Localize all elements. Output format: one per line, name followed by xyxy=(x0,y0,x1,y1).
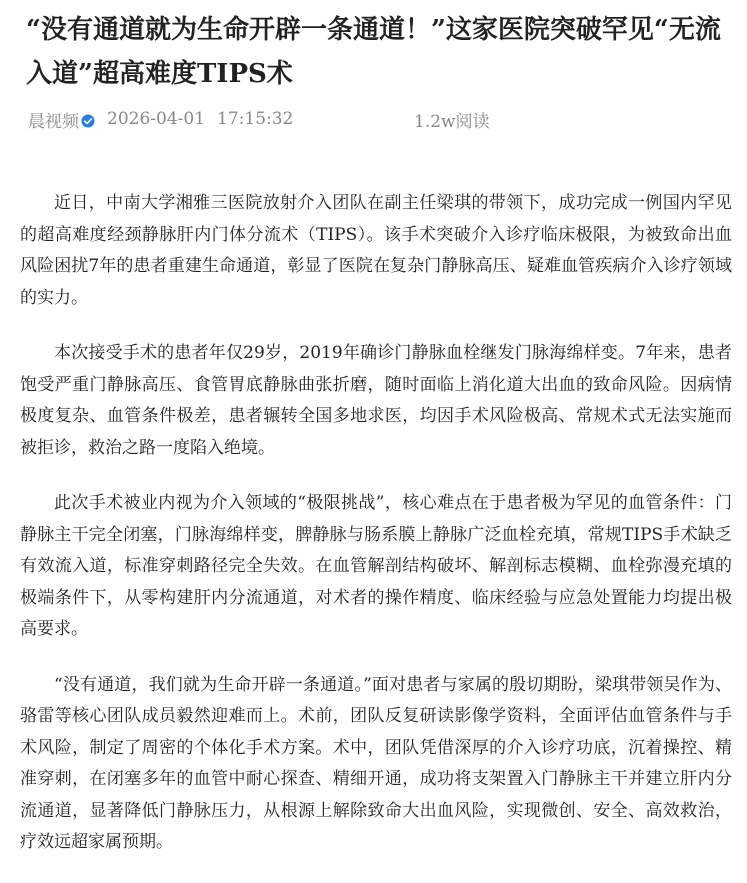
article-meta xyxy=(28,104,293,134)
publish-date: 2026-04-01 xyxy=(107,109,206,129)
source-name[interactable]: 晨视频 xyxy=(28,111,79,132)
paragraph: 此次手术被业内视为介入领域的“极限挑战”，核心难点在于患者极为罕见的血管条件：门静脉主干完全闭塞，门脉海绵样变，脾静脉与肠系膜上静脉广泛血栓充填，常规TIPS手术缺乏有效流入道，标准穿刺路径完全失效。在血管解剖结构破坏、解剖标志模糊、血栓弥漫充填的极端条件下，从零构建肝内分流通道，对术者的操作精度、临床经验与应急处置能力均提出极高要求。 xyxy=(20,493,732,639)
publish-time: 17:15:32 xyxy=(217,109,294,129)
read-count: 1.2w阅读 xyxy=(414,111,490,132)
paragraph: 本次接受手术的患者年仅29岁，2019年确诊门静脉血栓继发门脉海绵样变。7年来，患者饱受严重门静脉高压、食管胃底静脉曲张折磨，随时面临上消化道大出血的致命风险。因病情极度复杂、血管条件极差，患者辗转全国多地求医，均因手术风险极高、常规术式无法实施而被拒诊，救治之路一度陷入绝境。 xyxy=(20,343,732,458)
paragraph: “没有通道，我们就为生命开辟一条通道。”面对患者与家属的殷切期盼，梁琪带领吴作为、骆雷等核心团队成员毅然迎难而上。术前，团队反复研读影像学资料，全面评估血管条件与手术风险，制定了周密的个体化手术方案。术中，团队凭借深厚的介入诊疗功底，沉着操控、精准穿刺，在闭塞多年的血管中耐心探查、精细开通，成功将支架置入门静脉主干并建立肝内分流通道，显著降低门静脉压力，从根源上解除致命大出血风险，实现微创、安全、高效救治，疗效远超家属预期。 xyxy=(20,674,732,852)
article-body xyxy=(20,188,732,883)
article-title: “没有通道就为生命开辟一条通道！”这家医院突破罕见“无流入道”超高难度TIPS术 xyxy=(26,15,721,89)
verified-badge-icon xyxy=(81,113,95,127)
paragraph: 近日，中南大学湘雅三医院放射介入团队在副主任梁琪的带领下，成功完成一例国内罕见的超高难度经颈静脉肝内门体分流术（TIPS）。该手术突破介入诊疗临床极限，为被致命出血风险困扰7年的患者重建生命通道，彰显了医院在复杂门静脉高压、疑难血管疾病介入诊疗领域的实力。 xyxy=(20,193,732,308)
